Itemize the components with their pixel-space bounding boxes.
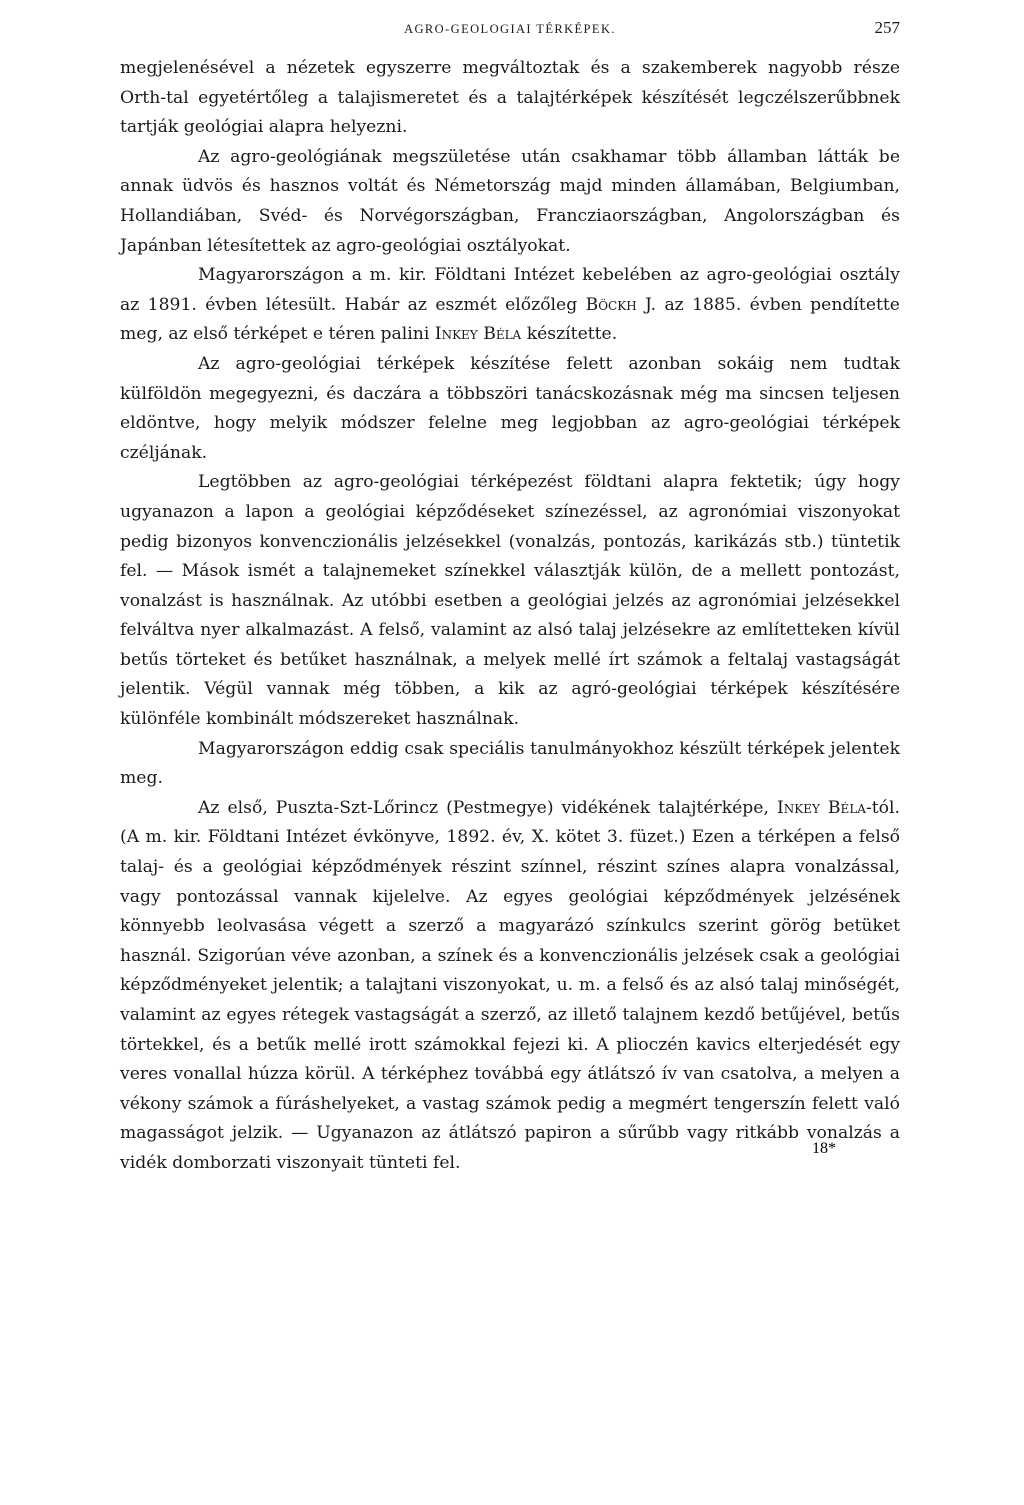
author-name-inkey-2: Inkey Béla	[776, 797, 866, 818]
paragraph-3-text-c: készítette.	[521, 324, 618, 345]
paragraph-3	[120, 261, 900, 350]
paragraph-4: Az agro-geológiai térképek készítése felett azonban sokáig nem tudtak külföldön megegyezni, és daczára a többszöri tanácskozásnak még ma sincsen teljesen eldöntve, hogy melyik módszer felelne meg legjobban az agro-geológiai térképek czéljának.	[120, 353, 900, 463]
paragraph-6: Magyarországon eddig csak speciális tanulmányokhoz készült térképek jelentek meg.	[120, 738, 900, 789]
paragraph-2: Az agro-geológiának megszületése után csakhamar több államban látták be annak üdvös és hasznos voltát és Németország majd minden államában, Belgiumban, Hollandiában, Svéd- és Norvégországban, Francziaországban, Angolországban és Japánban létesítettek az agro-geológiai osztályokat.	[120, 146, 900, 256]
running-head	[120, 16, 900, 42]
paragraph-3-text-a: Magyarországon a m. kir. Földtani Intézet kebelében az agro-geológiai osztály az 1891. évben létesült. Habár az eszmét előzőleg	[120, 265, 900, 315]
paragraph-5: Legtöbben az agro-geológiai térképezést földtani alapra fektetik; úgy hogy ugyanazon a lapon a geológiai képződéseket színezéssel, az agronómiai viszonyokat pedig bizonyos konvenczionális jelzésekkel (vonalzás, pontozás, karikázás stb.) tüntetik fel. — Mások ismét a talajnemeket színekkel választják külön, de a mellett pontozást, vonalzást is használnak. Az utóbbi esetben a geológiai jelzés az agronómiai jelzésekkel felváltva nyer alkalmazást. A felső, valamint az alsó talaj jelzésekre az említetteken kívül betűs törteket és betűket használnak, a melyek mellé írt számok a feltalaj vastagságát jelentik. Végül vannak még többen, a kik az agró-geológiai térképek készítésére különféle kombinált módszereket használnak.	[120, 472, 900, 730]
paragraph-3-text-b: J. az 1885. évben pendítette meg, az első térképet e téren palini	[120, 294, 900, 345]
paragraph-7-text-b: -tól. (A m. kir. Földtani Intézet évkönyve, 1892. év, X. kötet 3. füzet.) Ezen a térképen a felső talaj- és a geológiai képződmények részint színnel, részint színes alapra vonalzással, vagy pontozással vannak kijelelve. Az egyes geológiai képződmények jelzésének könnyebb leolvasása végett a szerző a magyarázó színkulcs szerint görög betüket használ. Szigorúan véve azonban, a színek és a konvenczionális jelzések csak a geológiai képződményeket jelentik; a talajtani viszonyokat, u. m. a felső és az alsó talaj minőségét, valamint az egyes rétegek vastagságát a szerző, az illető talajnem kezdő betűjével, betűs törtekkel, és a betűk mellé irott számokkal fejezi ki. A plioczén kavics elterjedését egy veres vonallal húzza körül. A térképhez továbbá egy átlátszó ív van csatolva, a melyen a vékony számok a fúráshelyeket, a vastag számok pedig a megmért tengerszín felett való magasságot jelzik. — Ugyanazon az átlátszó papiron a sűrűbb vagy ritkább vonalzás a vidék domborzati viszonyait tünteti fel.	[120, 797, 900, 1173]
body-text	[120, 54, 900, 1179]
paragraph-7	[120, 794, 900, 1179]
signature-mark: 18*	[812, 1140, 836, 1157]
paragraph-1: megjelenésével a nézetek egyszerre megváltoztak és a szakemberek nagyobb része Orth-tal egyetértőleg a talajismeretet és a talajtérképek készítését legczélszerűbbnek tartják geológiai alapra helyezni.	[120, 58, 900, 138]
author-name-bockh: Böckh	[585, 294, 637, 315]
author-name-inkey: Inkey Béla	[434, 324, 522, 345]
running-title: AGRO-GEOLOGIAI TÉRKÉPEK.	[404, 22, 616, 36]
page-number: 257	[874, 18, 900, 37]
paragraph-7-text-a: Az első, Puszta-Szt-Lőrincz (Pestmegye) vidékének talajtérképe,	[198, 797, 777, 818]
